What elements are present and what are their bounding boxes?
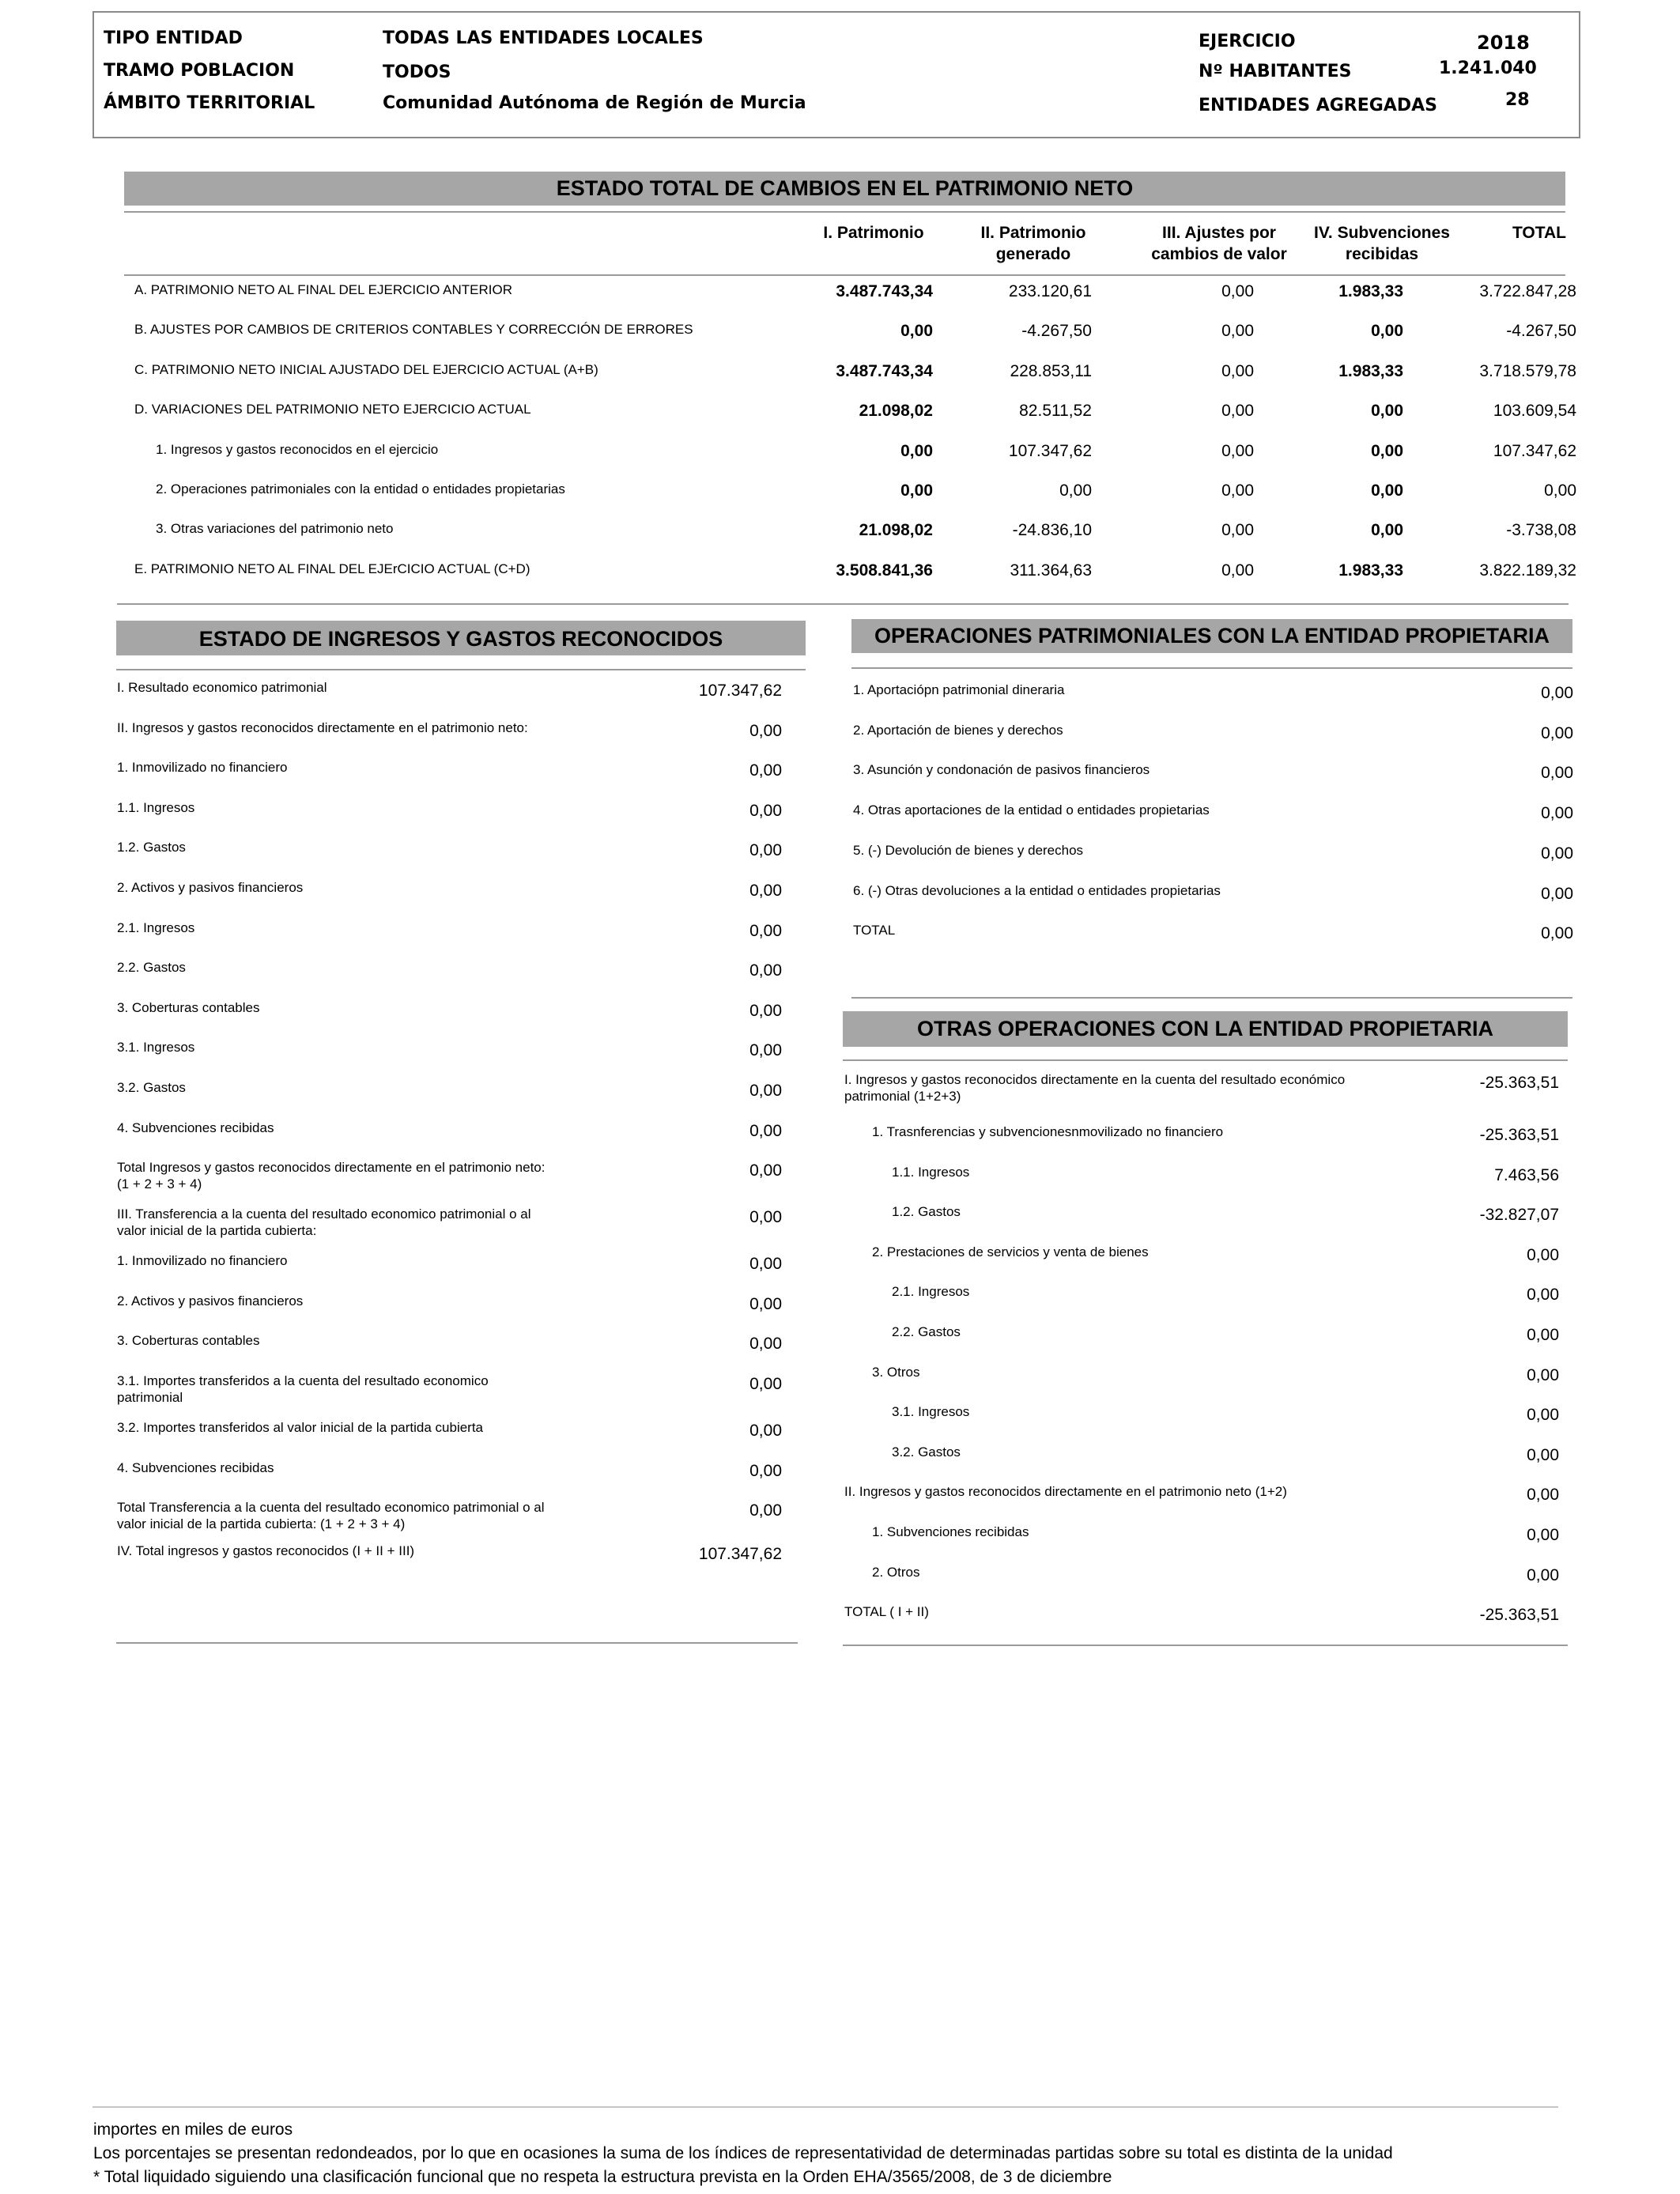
otras-row-label-line: TOTAL ( I + II) [844,1604,929,1620]
ingresos-row-label-line: III. Transferencia a la cuenta del resultado economico patrimonial o al [117,1207,531,1222]
operaciones-row-value: 0,00 [1541,804,1573,823]
patrimonio-column-header-line: IV. Subvenciones [1314,224,1450,242]
ingresos-row-label [117,759,287,776]
patrimonio-column-header-line: III. Ajustes por [1162,224,1276,242]
operaciones-row-value: 0,00 [1541,764,1573,783]
ingresos-row-value: 0,00 [749,1375,782,1393]
patrimonio-cell: 0,00 [1221,402,1254,421]
operaciones-row-value: 0,00 [1541,684,1573,702]
ingresos-row-value: 0,00 [749,921,782,940]
ingresos-row-label-line: 3.1. Ingresos [117,1040,195,1055]
otras-row-label-line: 1.1. Ingresos [892,1164,970,1180]
otras-row-value: 0,00 [1527,1526,1559,1544]
operaciones-row-label: 3. Asunción y condonación de pasivos financieros [853,762,1150,778]
patrimonio-cell: 3.722.847,28 [1479,282,1576,300]
patrimonio-cell: -24.836,10 [1012,521,1092,540]
ingresos-row-value: 0,00 [749,1461,782,1480]
patrimonio-cell: 228.853,11 [1010,361,1092,380]
patrimonio-cell: 0,00 [1371,402,1403,421]
operaciones-top-rule [851,667,1572,669]
footer-rounding-note: Los porcentajes se presentan redondeados, por lo que en ocasiones la suma de los índices de representatividad de determinadas partidas sobre su total es distinta de la unidad [93,2144,1393,2162]
ingresos-row-label-line: 1. Inmovilizado no financiero [117,760,288,776]
ingresos-row-label [117,1293,303,1309]
patrimonio-cell: 3.718.579,78 [1479,361,1576,380]
ingresos-row-value: 0,00 [749,1294,782,1313]
ingresos-row-label [117,719,528,736]
otras-row-label-line: 2.1. Ingresos [892,1284,970,1300]
ingresos-row-label-line: valor inicial de la partida cubierta: [117,1223,317,1239]
otras-row-label [892,1324,961,1340]
tipo-entidad-label: TIPO ENTIDAD [104,28,243,48]
patrimonio-cell: 0,00 [1371,481,1403,500]
ingresos-row-value: 0,00 [749,1422,782,1440]
otras-row-label-line: patrimonial (1+2+3) [844,1089,961,1104]
ingresos-row-label-line: (1 + 2 + 3 + 4) [117,1176,202,1192]
ingresos-row-value: 0,00 [749,1255,782,1274]
patrimonio-title: ESTADO TOTAL DE CAMBIOS EN EL PATRIMONIO NETO [124,172,1565,206]
patrimonio-cell: 3.508.841,36 [836,561,933,580]
patrimonio-column-header-line: I. Patrimonio [823,224,924,242]
ambito-territorial-label: ÁMBITO TERRITORIAL [104,93,315,113]
ingresos-row-label [117,1120,274,1136]
patrimonio-cell: 0,00 [1221,361,1254,380]
entidades-agregadas-value: 28 [1505,90,1530,110]
otras-row-value: 0,00 [1527,1445,1559,1464]
otras-row-label-line: 3.1. Ingresos [892,1404,970,1420]
otras-top-rule [851,997,1572,999]
ingresos-row-label-line: 3.2. Importes transferidos al valor inicial de la partida cubierta [117,1420,484,1435]
patrimonio-row-label: C. PATRIMONIO NETO INICIAL AJUSTADO DEL EJERCICIO ACTUAL (A+B) [134,361,598,377]
ingresos-row-value: 0,00 [749,1501,782,1520]
operaciones-row-label: 4. Otras aportaciones de la entidad o entidades propietarias [853,802,1210,818]
patrimonio-cell: 0,00 [1221,441,1254,460]
ingresos-row-label [117,959,186,976]
ingresos-row-label-line: 2. Activos y pasivos financieros [117,880,304,895]
patrimonio-cell: -4.267,50 [1021,322,1092,341]
patrimonio-cell: 0,00 [1544,481,1576,500]
footer-functional-note: * Total liquidado siguiendo una clasificación funcional que no respeta la estructura prevista en la Orden EHA/3565/2008, de 3 de diciembre [93,2168,1112,2186]
patrimonio-cell: 1.983,33 [1338,282,1403,300]
ingresos-row-label-line: 1.1. Ingresos [117,799,195,815]
otras-row-label [844,1483,1287,1500]
ingresos-row-label [117,999,260,1016]
tipo-entidad-value: TODAS LAS ENTIDADES LOCALES [383,28,704,48]
header-box [92,11,1580,138]
ingresos-row-label [117,839,186,855]
otras-row-label [872,1244,1149,1260]
otras-row-label-line: 1. Subvenciones recibidas [872,1524,1029,1539]
otras-row-label-line: I. Ingresos y gastos reconocidos directamente en la cuenta del resultado económico [844,1072,1346,1087]
otras-row-label [892,1203,961,1220]
ejercicio-value: 2018 [1477,32,1530,54]
otras-row-label-line: 2.2. Gastos [892,1324,961,1339]
ingresos-row-label [117,1332,260,1349]
ingresos-row-value: 0,00 [749,1121,782,1140]
otras-row-label [844,1071,1345,1105]
ingresos-row-label-line: 4. Subvenciones recibidas [117,1120,274,1135]
otras-row-value: 0,00 [1527,1565,1559,1584]
otras-row-label [844,1603,929,1620]
otras-bottom-rule [843,1645,1568,1646]
ingresos-row-value: 0,00 [749,801,782,820]
operaciones-row-value: 0,00 [1541,723,1573,742]
otras-row-label-line: 3.2. Gastos [892,1444,961,1460]
otras-header-rule [843,1059,1568,1061]
patrimonio-cell: 311.364,63 [1010,561,1092,580]
patrimonio-cell: 107.347,62 [1008,441,1092,460]
otras-row-label-line: 1. Trasnferencias y subvencionesnmovilizado no financiero [872,1124,1224,1139]
otras-row-label [872,1364,919,1380]
operaciones-row-label: 1. Aportaciópn patrimonial dineraria [853,682,1065,697]
ingresos-row-label [117,1373,489,1406]
ingresos-row-label-line: 1.2. Gastos [117,840,186,855]
footer-rule [92,2106,1558,2108]
otras-row-label [892,1283,969,1300]
ingresos-row-label-line: 1. Inmovilizado no financiero [117,1253,288,1269]
patrimonio-bottom-rule [117,603,1569,605]
otras-row-value: 0,00 [1527,1365,1559,1384]
patrimonio-top-rule [124,211,1565,213]
patrimonio-cell: 233.120,61 [1008,282,1092,300]
otras-row-label [872,1524,1029,1540]
ingresos-row-value: 0,00 [749,882,782,900]
ingresos-row-value: 0,00 [749,1001,782,1020]
ingresos-row-label-line: 2. Activos y pasivos financieros [117,1293,304,1308]
ingresos-row-label [117,1543,414,1559]
otras-row-label-line: 2. Otros [872,1564,920,1580]
patrimonio-cell: 0,00 [1221,561,1254,580]
ingresos-row-label-line: 3. Coberturas contables [117,999,260,1015]
patrimonio-cell: 0,00 [1371,521,1403,540]
ingresos-row-label [117,1252,287,1269]
otras-row-value: -25.363,51 [1479,1126,1559,1144]
ingresos-row-label-line: 4. Subvenciones recibidas [117,1460,274,1475]
ingresos-row-label-line: 2.2. Gastos [117,960,186,976]
ingresos-row-value: 0,00 [749,961,782,980]
patrimonio-row-label: 2. Operaciones patrimoniales con la entidad o entidades propietarias [156,481,565,497]
operaciones-row-label: 2. Aportación de bienes y derechos [853,722,1063,738]
otras-row-value: 0,00 [1527,1406,1559,1425]
patrimonio-cell: 0,00 [900,481,933,500]
ejercicio-label: EJERCICIO [1199,32,1296,51]
otras-row-value: -25.363,51 [1479,1606,1559,1625]
patrimonio-column-header [1429,222,1650,244]
otras-row-label-line: 2. Prestaciones de servicios y venta de bienes [872,1244,1149,1259]
ingresos-row-value: 0,00 [749,1041,782,1060]
otras-row-value: 0,00 [1527,1486,1559,1505]
ingresos-row-value: 0,00 [749,721,782,740]
ingresos-title: ESTADO DE INGRESOS Y GASTOS RECONOCIDOS [116,621,806,655]
patrimonio-cell: 21.098,02 [859,402,933,421]
ingresos-row-label-line: valor inicial de la partida cubierta: (1 + 2 + 3 + 4) [117,1516,406,1532]
operaciones-row-label: 5. (-) Devolución de bienes y derechos [853,842,1084,858]
ingresos-row-label [117,1079,186,1096]
otras-row-value: -25.363,51 [1479,1074,1559,1092]
ingresos-row-value: 107.347,62 [698,682,782,700]
patrimonio-cell: 0,00 [1221,282,1254,300]
otras-row-label [892,1444,961,1460]
ingresos-row-label [117,879,303,896]
patrimonio-cell: 0,00 [900,441,933,460]
operaciones-row-value: 0,00 [1541,924,1573,943]
ingresos-row-label-line: patrimonial [117,1390,183,1405]
patrimonio-cell: 3.487.743,34 [836,282,933,300]
patrimonio-column-header-line: generado [995,245,1071,263]
otras-row-value: 0,00 [1527,1326,1559,1344]
ingresos-row-label [117,1499,545,1532]
ingresos-row-label-line: 3.1. Importes transferidos a la cuenta del resultado economico [117,1373,489,1388]
patrimonio-cell: -3.738,08 [1506,521,1576,540]
ingresos-row-label [117,1419,483,1436]
otras-row-label [892,1403,969,1420]
ingresos-row-label [117,679,327,696]
ingresos-row-value: 0,00 [749,1161,782,1180]
patrimonio-column-header-line: recibidas [1345,245,1419,263]
patrimonio-cell: 82.511,52 [1019,402,1092,421]
otras-row-value: 0,00 [1527,1286,1559,1305]
patrimonio-cell: 0,00 [900,322,933,341]
ingresos-row-label-line: I. Resultado economico patrimonial [117,680,327,695]
ingresos-row-label [117,1460,274,1476]
otras-row-value: -32.827,07 [1479,1206,1559,1225]
tramo-poblacion-value: TODOS [383,62,451,82]
operaciones-title: OPERACIONES PATRIMONIALES CON LA ENTIDAD PROPIETARIA [851,619,1572,653]
ingresos-top-rule [116,669,806,670]
patrimonio-row-label: 1. Ingresos y gastos reconocidos en el ejercicio [156,441,439,457]
ingresos-row-label-line: 2.1. Ingresos [117,920,195,935]
ingresos-row-label [117,920,194,936]
otras-row-value: 0,00 [1527,1245,1559,1264]
patrimonio-row-label: 3. Otras variaciones del patrimonio neto [156,521,394,537]
patrimonio-cell: 1.983,33 [1338,561,1403,580]
otras-row-label-line: 3. Otros [872,1364,920,1380]
ingresos-row-label [117,1039,194,1055]
patrimonio-row-label: A. PATRIMONIO NETO AL FINAL DEL EJERCICIO ANTERIOR [134,282,512,297]
ingresos-row-value: 0,00 [749,1208,782,1227]
patrimonio-cell: 0,00 [1371,441,1403,460]
otras-row-label [872,1564,919,1580]
patrimonio-cell: 3.487.743,34 [836,361,933,380]
ingresos-row-value: 0,00 [749,841,782,860]
otras-row-label [892,1164,969,1180]
patrimonio-column-header-line: II. Patrimonio [980,224,1086,242]
ingresos-row-label [117,799,194,816]
ingresos-row-label-line: Total Transferencia a la cuenta del resultado economico patrimonial o al [117,1500,545,1516]
patrimonio-cell: 0,00 [1059,481,1092,500]
ambito-territorial-value: Comunidad Autónoma de Región de Murcia [383,93,806,113]
patrimonio-cell: 3.822.189,32 [1479,561,1576,580]
ingresos-row-label-line: 3. Coberturas contables [117,1333,260,1349]
patrimonio-cell: 0,00 [1221,481,1254,500]
operaciones-row-value: 0,00 [1541,844,1573,863]
entidades-agregadas-label: ENTIDADES AGREGADAS [1199,96,1437,115]
patrimonio-cell: 1.983,33 [1338,361,1403,380]
otras-row-label [872,1123,1223,1140]
ingresos-row-value: 107.347,62 [698,1544,782,1563]
ingresos-row-value: 0,00 [749,761,782,780]
patrimonio-cell: 0,00 [1371,322,1403,341]
patrimonio-cell: -4.267,50 [1506,322,1576,341]
patrimonio-column-header-line: cambios de valor [1151,245,1287,263]
otras-title: OTRAS OPERACIONES CON LA ENTIDAD PROPIETARIA [843,1011,1568,1047]
otras-row-label-line: II. Ingresos y gastos reconocidos directamente en el patrimonio neto (1+2) [844,1484,1287,1500]
ingresos-row-value: 0,00 [749,1335,782,1354]
patrimonio-row-label: B. AJUSTES POR CAMBIOS DE CRITERIOS CONTABLES Y CORRECCIÓN DE ERRORES [134,322,693,338]
ingresos-row-label [117,1159,545,1192]
ingresos-bottom-rule [116,1642,798,1644]
ingresos-row-label-line: IV. Total ingresos y gastos reconocidos (I + II + III) [117,1543,415,1558]
operaciones-row-label: TOTAL [853,923,896,938]
patrimonio-cell: 107.347,62 [1493,441,1576,460]
patrimonio-header-rule [124,274,1565,276]
ingresos-row-label-line: 3.2. Gastos [117,1080,186,1095]
habitantes-label: Nº HABITANTES [1199,62,1352,81]
ingresos-row-label-line: Total Ingresos y gastos reconocidos directamente en el patrimonio neto: [117,1160,546,1176]
operaciones-row-label: 6. (-) Otras devoluciones a la entidad o entidades propietarias [853,882,1221,898]
ingresos-row-value: 0,00 [749,1082,782,1100]
patrimonio-column-header-line: TOTAL [1512,224,1567,242]
otras-row-label-line: 1.2. Gastos [892,1204,961,1220]
ingresos-row-label [117,1206,531,1239]
patrimonio-cell: 0,00 [1221,322,1254,341]
patrimonio-cell: 21.098,02 [859,521,933,540]
habitantes-value: 1.241.040 [1439,59,1537,78]
patrimonio-row-label: D. VARIACIONES DEL PATRIMONIO NETO EJERCICIO ACTUAL [134,402,531,417]
operaciones-row-value: 0,00 [1541,884,1573,903]
patrimonio-cell: 0,00 [1221,521,1254,540]
tramo-poblacion-label: TRAMO POBLACION [104,61,295,81]
patrimonio-cell: 103.609,54 [1493,402,1576,421]
ingresos-row-label-line: II. Ingresos y gastos reconocidos directamente en el patrimonio neto: [117,719,528,735]
patrimonio-row-label: E. PATRIMONIO NETO AL FINAL DEL EJErCICIO ACTUAL (C+D) [134,561,530,576]
footer-units-note: importes en miles de euros [93,2120,293,2139]
otras-row-value: 7.463,56 [1494,1165,1559,1184]
